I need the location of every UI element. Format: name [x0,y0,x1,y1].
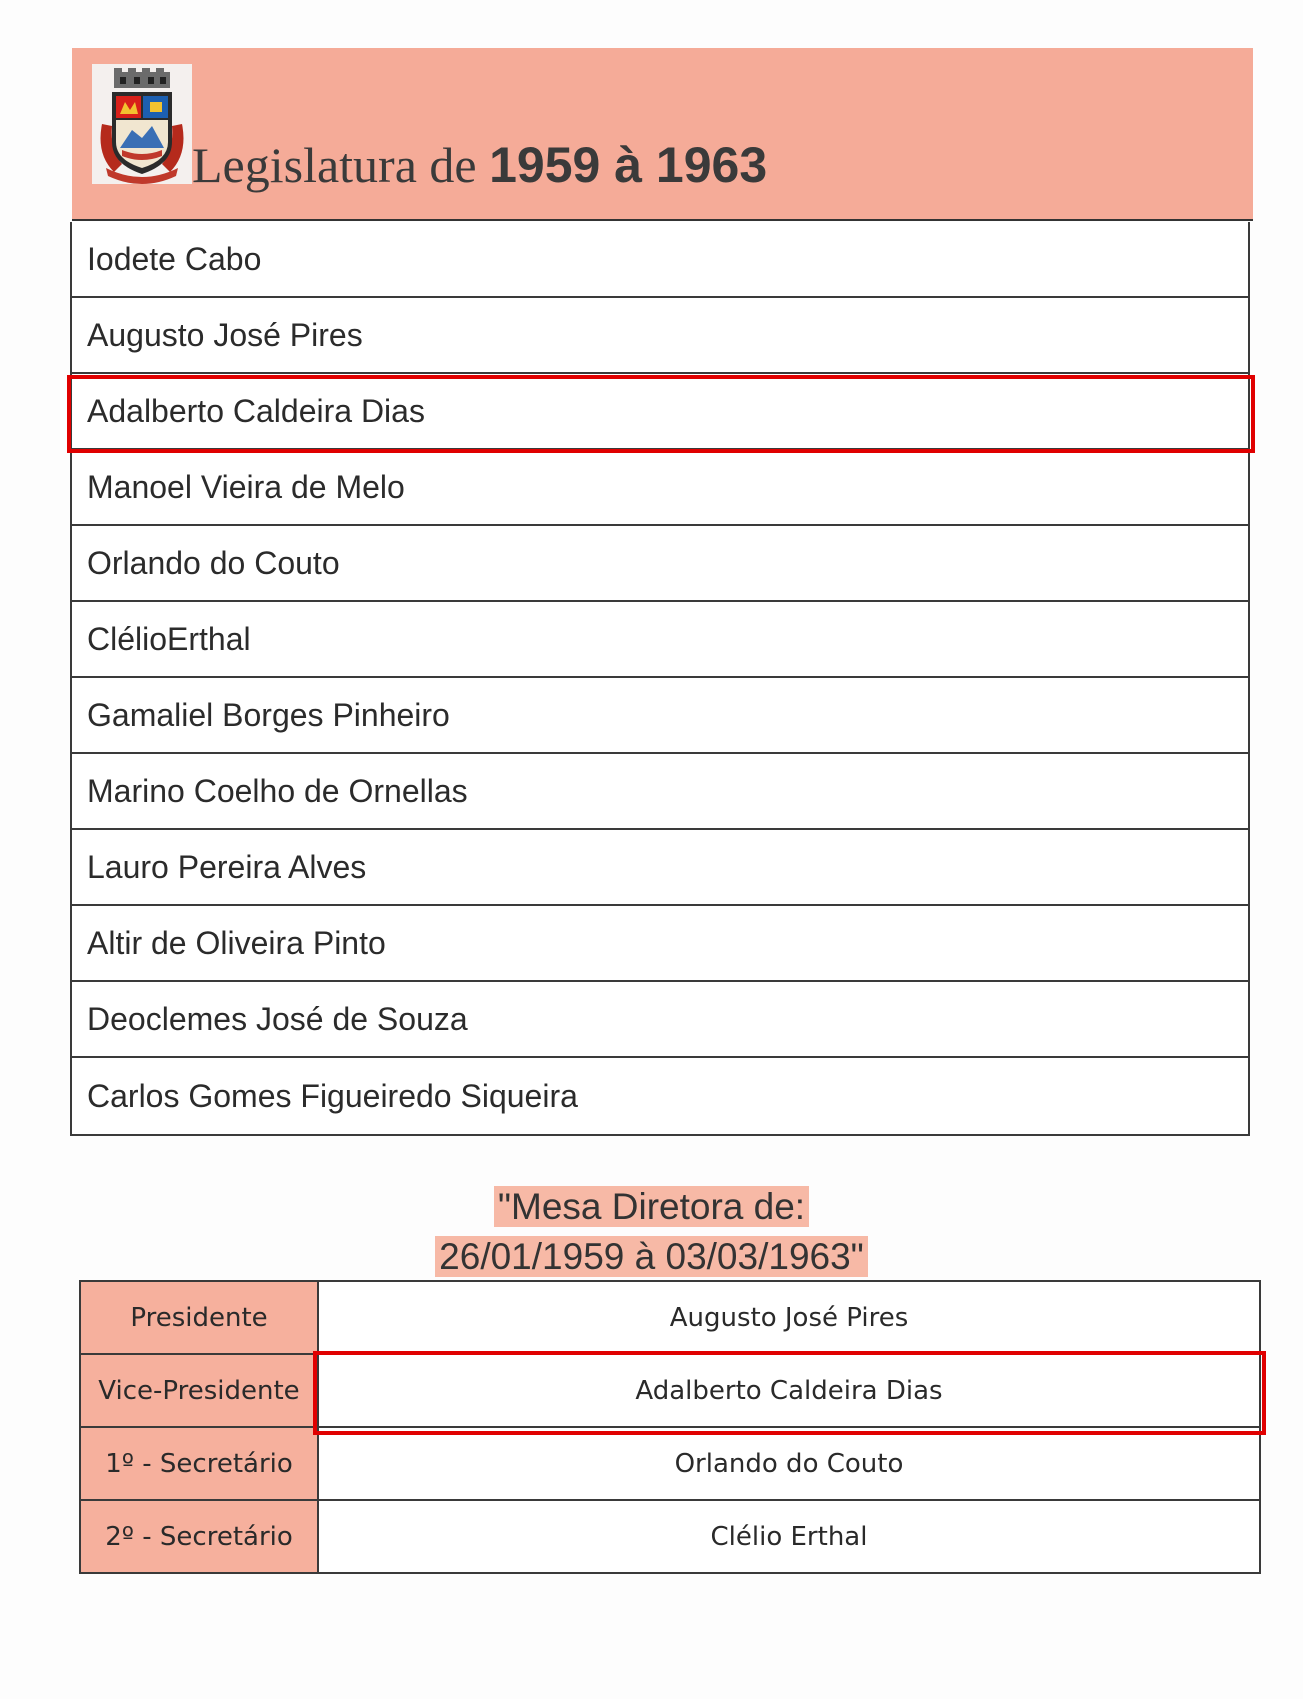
mesa-heading-line1: "Mesa Diretora de: [494,1186,809,1227]
member-row: Marino Coelho de Ornellas [72,754,1248,830]
title-years: 1959 à 1963 [489,137,768,193]
officer-row [80,1500,1260,1573]
officer-name: Clélio Erthal [318,1500,1260,1573]
member-row: Deoclemes José de Souza [72,982,1248,1058]
member-row: Iodete Cabo [72,222,1248,298]
officer-row [80,1427,1260,1500]
member-row: Altir de Oliveira Pinto [72,906,1248,982]
mesa-heading-line2: 26/01/1959 à 03/03/1963" [435,1236,868,1277]
member-row: Gamaliel Borges Pinheiro [72,678,1248,754]
officer-role: Vice-Presidente [80,1354,318,1427]
legislature-header [72,48,1253,221]
officer-row [80,1281,1260,1354]
officer-name: Augusto José Pires [318,1281,1260,1354]
officer-row [80,1354,1260,1427]
member-row: Orlando do Couto [72,526,1248,602]
member-row: Adalberto Caldeira Dias [72,374,1248,450]
city-coat-of-arms-icon [92,64,192,184]
mesa-diretora-heading [0,1182,1303,1282]
member-row: Augusto José Pires [72,298,1248,374]
member-row: Carlos Gomes Figueiredo Siqueira [72,1058,1248,1134]
officers-table [79,1280,1261,1574]
officer-name: Orlando do Couto [318,1427,1260,1500]
officer-role: 1º - Secretário [80,1427,318,1500]
officer-name: Adalberto Caldeira Dias [318,1354,1260,1427]
page-title [192,135,767,195]
officer-role: Presidente [80,1281,318,1354]
member-row: ClélioErthal [72,602,1248,678]
title-lead: Legislatura de [192,137,490,193]
members-table [70,222,1250,1136]
officer-role: 2º - Secretário [80,1500,318,1573]
member-row: Lauro Pereira Alves [72,830,1248,906]
member-row: Manoel Vieira de Melo [72,450,1248,526]
